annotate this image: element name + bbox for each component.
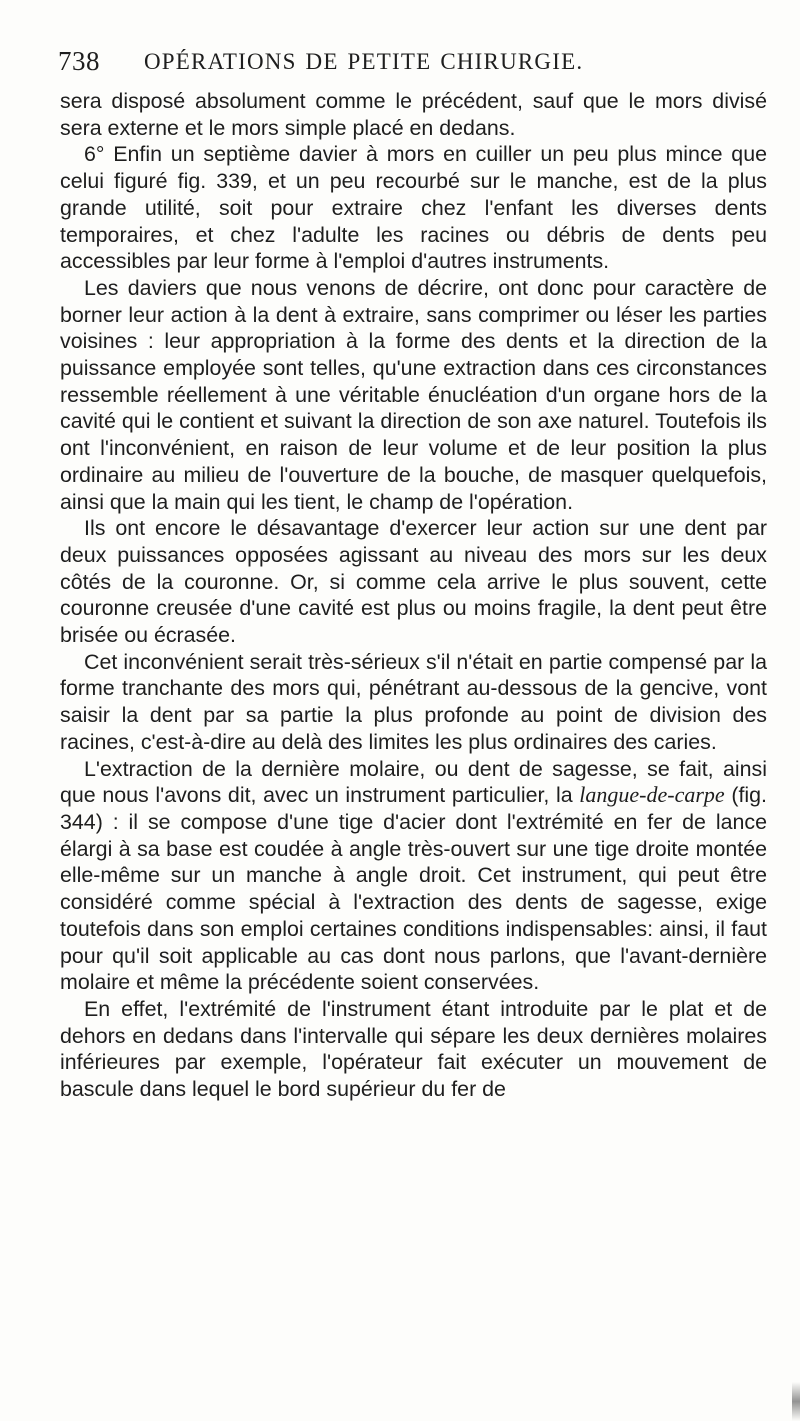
- paragraph-wisdom-tooth: [60, 756, 767, 996]
- running-header: [58, 46, 778, 82]
- body-text: [60, 88, 767, 1103]
- paragraph-procedure: En effet, l'extrémité de l'instrument étant introduite par le plat et de dehors en dedans dans l'intervalle qui sépare les deux dernières molaires inférieures par exemple, l'opérateur fait exécuter un mouvement de bascule dans lequel le bord supérieur du fer de: [60, 996, 767, 1102]
- paragraph-wisdom-tooth-start: L'extraction de la dernière molaire, ou dent de sagesse, se fait, ainsi que nous l'avons dit, avec un instrument particulier, la: [60, 756, 767, 808]
- page-number: 738: [58, 46, 100, 76]
- paragraph-continuation: sera disposé absolument comme le précédent, sauf que le mors divisé sera externe et le mors simple placé en dedans.: [60, 89, 767, 140]
- running-title: OPÉRATIONS DE PETITE CHIRURGIE.: [144, 49, 584, 74]
- term-langue-de-carpe: langue-de-carpe: [579, 782, 725, 808]
- paragraph-daviers-character: Les daviers que nous venons de décrire, ont donc pour caractère de borner leur action à la dent à extraire, sans comprimer ou léser les parties voisines : leur appropriation à la forme des dents et la direction de la puissance employée sont telles, qu'une extraction dans ces circonstances ressemble réellement à une véritable énucléation d'un organe hors de la cavité qui le contient et suivant la direction de son axe naturel. Toutefois ils ont l'inconvénient, en raison de leur volume et de leur position la plus ordinaire au milieu de l'ouverture de la bouche, de masquer quelquefois, ainsi que la main qui les tient, le champ de l'opération.: [60, 275, 767, 514]
- paragraph-inconvenience: Cet inconvénient serait très-sérieux s'il n'était en partie compensé par la forme tranchante des mors qui, pénétrant au-dessous de la gencive, vont saisir la dent par sa partie la plus profonde au point de division des racines, c'est-à-dire au delà des limites les plus ordinaires des caries.: [60, 649, 767, 754]
- paragraph-disadvantage: Ils ont encore le désavantage d'exercer leur action sur une dent par deux puissances opposées agissant au niveau des mors sur les deux côtés de la couronne. Or, si comme cela arrive le plus souvent, cette couronne creusée d'une cavité est plus ou moins fragile, la dent peut être brisée ou écrasée.: [60, 516, 767, 648]
- paragraph-wisdom-tooth-rest: (fig. 344) : il se compose d'une tige d'acier dont l'extrémité en fer de lance élargi à sa base est coudée à angle très-ouvert sur une tige droite montée elle-même sur un manche à angle droit. Cet instrument, qui peut être considéré comme spécial à l'extraction des dents de sagesse, exige toutefois dans son emploi certaines conditions indispensables: ainsi, il faut pour qu'il soit applicable au cas dont nous parlons, que l'avant-dernière molaire et même la précédente soient conservées.: [60, 783, 767, 995]
- page-edge-shadow: [792, 1382, 800, 1421]
- paragraph-seventh-davier: 6° Enfin un septième davier à mors en cuiller un peu plus mince que celui figuré fig. 339, et un peu recourbé sur le manche, est de la plus grande utilité, soit pour extraire chez l'enfant les diverses dents temporaires, et chez l'adulte les racines ou débris de dents peu accessibles par leur forme à l'emploi d'autres instruments.: [60, 142, 767, 274]
